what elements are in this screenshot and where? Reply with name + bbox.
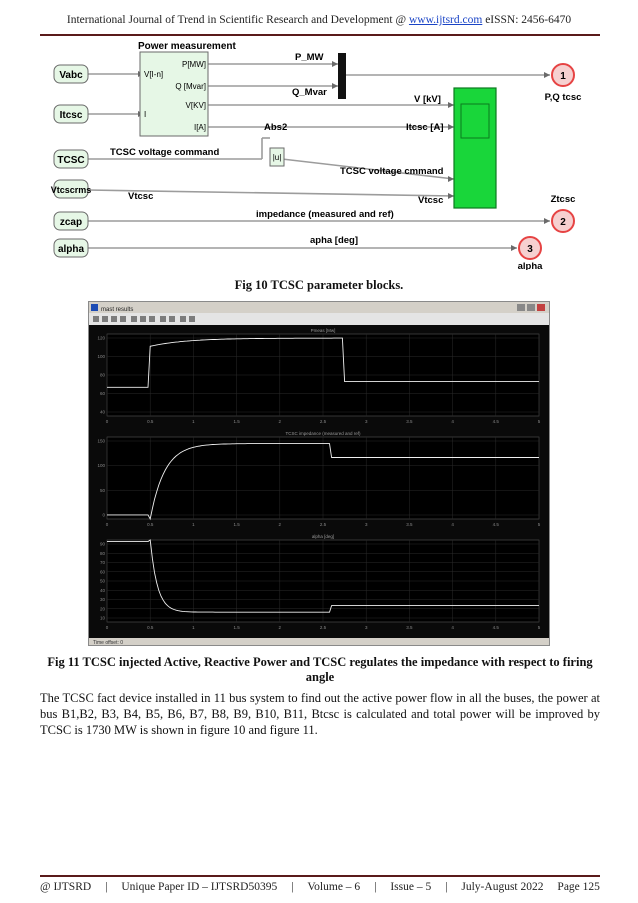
svg-text:V[KV]: V[KV]	[185, 101, 206, 110]
window-title: mast results	[101, 307, 134, 313]
svg-text:Abs2: Abs2	[264, 122, 288, 133]
svg-text:impedance (measured and ref): impedance (measured and ref)	[256, 209, 394, 220]
figure-11-caption: Fig 11 TCSC injected Active, Reactive Power and TCSC regulates the impedance with respect to firing angle	[47, 655, 593, 684]
x-tick-label: 1	[192, 419, 195, 424]
svg-text:3: 3	[527, 244, 533, 255]
page-footer: @ IJTSRD | Unique Paper ID – IJTSRD50395 | Volume – 6 | Issue – 5 | July-August 2022 Page 125	[40, 881, 600, 893]
y-tick-label: 30	[99, 597, 105, 602]
header-rule	[40, 34, 600, 36]
y-tick-label: 90	[99, 541, 105, 547]
svg-text:apha [deg]: apha [deg]	[310, 235, 359, 246]
figure-10-caption: Fig 10 TCSC parameter blocks.	[234, 278, 404, 292]
y-tick-label: 150	[97, 438, 105, 444]
svg-text:Itcsc [A]: Itcsc [A]	[406, 122, 444, 133]
svg-text:P,Q tcsc: P,Q tcsc	[544, 92, 582, 103]
svg-text:V[I-n]: V[I-n]	[144, 70, 164, 79]
y-tick-label: 100	[97, 463, 105, 469]
x-tick-label: 0.5	[147, 625, 154, 630]
svg-text:I[A]: I[A]	[193, 123, 206, 132]
svg-text:2: 2	[560, 217, 566, 228]
footer-rule	[40, 875, 600, 877]
footer-volume: Volume – 6	[307, 881, 361, 893]
x-tick-label: 5	[537, 625, 541, 630]
x-tick-label: 0.5	[147, 419, 154, 424]
y-tick-label: 50	[99, 578, 105, 584]
y-tick-label: 60	[99, 569, 105, 575]
y-tick-label: 40	[99, 409, 105, 415]
scope-panel-1	[97, 328, 540, 424]
journal-issn: eISSN: 2456-6470	[485, 14, 572, 26]
x-tick-label: 4.5	[492, 625, 499, 630]
figure-11-scope-window	[88, 301, 550, 646]
svg-text:Ztcsc: Ztcsc	[550, 194, 576, 205]
footer-left: @ IJTSRD	[40, 881, 92, 893]
x-tick-label: 3	[364, 419, 368, 424]
svg-text:Q [Mvar]: Q [Mvar]	[175, 82, 206, 91]
x-tick-label: 4.5	[492, 522, 499, 527]
input-zcap: zcap	[59, 217, 83, 228]
x-tick-label: 1.5	[233, 419, 240, 424]
input-itcsc: Itcsc	[59, 110, 83, 121]
scope-panel-title: TCSC impedance (measured and ref)	[285, 431, 361, 436]
y-tick-label: 70	[99, 560, 105, 565]
y-tick-label: 10	[99, 615, 105, 621]
input-alpha: alpha	[57, 244, 85, 255]
y-tick-label: 100	[97, 354, 105, 359]
scope-status: Time offset: 0	[93, 640, 124, 645]
footer-paper-id: Unique Paper ID – IJTSRD50395	[121, 881, 278, 893]
x-tick-label: 4.5	[492, 419, 499, 424]
x-tick-label: 5	[537, 419, 541, 424]
journal-name: International Journal of Trend in Scientific Research and Development @	[66, 14, 407, 26]
input-vtcscrms: Vtcscrms	[50, 185, 92, 195]
x-tick-label: 3.5	[406, 419, 413, 424]
y-tick-label: 120	[97, 335, 105, 341]
scope-panel-2	[97, 431, 540, 527]
input-tcsc: TCSC	[57, 155, 85, 166]
y-tick-label: 50	[99, 487, 105, 493]
y-tick-label: 80	[99, 550, 105, 556]
x-tick-label: 1.5	[233, 522, 240, 527]
x-tick-label: 3	[364, 522, 368, 527]
svg-text:TCSC voltage cmmand: TCSC voltage cmmand	[340, 166, 444, 177]
svg-text:|u|: |u|	[272, 153, 282, 162]
page-header	[0, 14, 638, 26]
y-tick-label: 20	[99, 606, 105, 612]
x-tick-label: 3	[364, 625, 368, 630]
y-tick-label: 80	[99, 372, 105, 378]
y-tick-label: 0	[102, 512, 105, 518]
x-tick-label: 0	[105, 625, 109, 630]
x-tick-label: 0	[105, 419, 109, 424]
x-tick-label: 5	[537, 522, 541, 527]
x-tick-label: 0	[105, 522, 109, 527]
svg-text:1: 1	[560, 71, 566, 82]
scope-panel-title: alpha [deg]	[311, 534, 335, 539]
y-tick-label: 60	[99, 391, 105, 396]
footer-page: Page 125	[557, 881, 600, 893]
scope-panel-title: Pmeas [Mw]	[310, 328, 336, 333]
footer-date: July-August 2022	[461, 881, 544, 893]
svg-text:P_MW: P_MW	[295, 52, 324, 63]
svg-text:Vtcsc: Vtcsc	[128, 191, 154, 202]
svg-text:I: I	[144, 110, 147, 119]
x-tick-label: 3.5	[406, 522, 413, 527]
journal-url[interactable]: www.ijtsrd.com	[408, 14, 483, 26]
x-tick-label: 0.5	[147, 522, 154, 527]
x-tick-label: 1	[192, 625, 195, 630]
input-vabc: Vabc	[59, 70, 83, 81]
figure-10-diagram	[40, 38, 600, 270]
x-tick-label: 2	[278, 522, 282, 527]
svg-text:Q_Mvar: Q_Mvar	[292, 87, 327, 98]
scope-block	[454, 88, 496, 208]
x-tick-label: 2.5	[319, 522, 327, 527]
x-tick-label: 1.5	[233, 625, 240, 630]
footer-issue: Issue – 5	[390, 881, 432, 893]
svg-text:V [kV]: V [kV]	[414, 94, 441, 105]
x-tick-label: 2.5	[319, 419, 327, 424]
svg-text:TCSC voltage command: TCSC voltage command	[110, 147, 220, 158]
x-tick-label: 4	[451, 419, 454, 424]
block-title: Power measurement	[138, 41, 236, 52]
x-tick-label: 2	[278, 625, 282, 630]
x-tick-label: 1	[192, 522, 195, 527]
x-tick-label: 4	[451, 625, 454, 630]
x-tick-label: 4	[451, 522, 454, 527]
mux-block	[338, 53, 346, 99]
svg-text:alpha: alpha	[517, 261, 543, 270]
svg-text:P[MW]: P[MW]	[182, 60, 206, 69]
body-paragraph: The TCSC fact device installed in 11 bus system to find out the active power flow in all the buses, the power at bus B1,B2, B3, B4, B5, B6, B7, B8, B9, B10, B11, Btcsc is calculated and total power will be improved by TCSC is 1730 MW is shown in figure 10 and figure 11.	[40, 691, 600, 737]
x-tick-label: 3.5	[406, 625, 413, 630]
y-tick-label: 40	[99, 587, 105, 593]
svg-text:Vtcsc: Vtcsc	[418, 195, 444, 206]
scope-panel-3	[100, 534, 541, 630]
x-tick-label: 2.5	[319, 625, 327, 630]
x-tick-label: 2	[278, 419, 282, 424]
